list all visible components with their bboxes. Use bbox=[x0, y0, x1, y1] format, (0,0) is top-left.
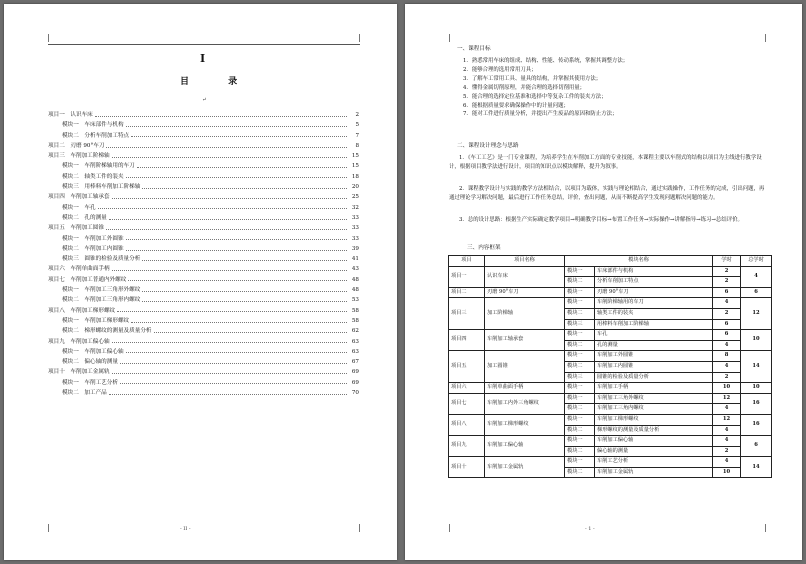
toc-entry-page: 69 bbox=[351, 369, 359, 376]
table-row bbox=[449, 393, 772, 404]
table-of-contents bbox=[48, 110, 359, 398]
module-name-cell: 圆锥的检验及质量分析 bbox=[595, 372, 713, 383]
module-name-cell: 车削加工外圆锥 bbox=[595, 351, 713, 362]
hours-cell: 2 bbox=[713, 446, 741, 457]
toc-entry-page: 48 bbox=[351, 287, 359, 294]
toc-entry-label: 模块二 孔的测量 bbox=[62, 214, 107, 221]
module-name-cell: 偏心轴的测量 bbox=[595, 446, 713, 457]
toc-entry[interactable] bbox=[48, 285, 359, 295]
toc-entry-label: 模块一 车床部件与机构 bbox=[62, 122, 124, 129]
total-hours-cell: 4 bbox=[741, 266, 772, 287]
toc-entry[interactable] bbox=[48, 326, 359, 336]
page-number: - 1 - bbox=[585, 526, 595, 532]
project-cell: 项目八 bbox=[449, 414, 485, 435]
crop-mark bbox=[765, 524, 766, 532]
paragraph: 2．课程教学设计与实践的教学方法相结合，以项目为载体，实践与理论相结合，通过实践操作，工作任务的完成，引出问题，再通过理论学习解决问题，最后进行工作任务总结，评价，查出问题，从而不断提高学生发现问题解决问题的能力。 bbox=[449, 186, 765, 201]
toc-entry-page: 41 bbox=[351, 256, 359, 263]
toc-heading: 目 录 bbox=[180, 77, 256, 87]
total-hours-cell: 6 bbox=[741, 287, 772, 298]
table-row bbox=[449, 414, 772, 425]
toc-leader-dots bbox=[126, 239, 347, 240]
toc-entry-page: 32 bbox=[351, 204, 359, 211]
module-name-cell: 孔的测量 bbox=[595, 340, 713, 351]
document-page-1 bbox=[4, 4, 397, 560]
toc-entry[interactable] bbox=[48, 347, 359, 357]
toc-leader-dots bbox=[109, 394, 347, 395]
toc-entry-page: 20 bbox=[351, 184, 359, 191]
hours-cell: 10 bbox=[713, 383, 741, 394]
project-cell: 项目九 bbox=[449, 436, 485, 457]
hours-cell: 8 bbox=[713, 351, 741, 362]
toc-entry-page: 67 bbox=[351, 359, 359, 366]
project-cell: 项目七 bbox=[449, 393, 485, 414]
module-label-cell: 模块一 bbox=[565, 414, 595, 425]
hours-cell: 6 bbox=[713, 330, 741, 341]
toc-entry-page: 33 bbox=[351, 214, 359, 221]
toc-leader-dots bbox=[112, 342, 347, 343]
toc-leader-dots bbox=[112, 270, 347, 271]
toc-entry-page: 63 bbox=[351, 348, 359, 355]
toc-leader-dots bbox=[142, 301, 347, 302]
toc-entry[interactable] bbox=[48, 234, 359, 244]
header-cell: 项目名称 bbox=[485, 256, 565, 267]
goal-item: 6．能根据质量要求确保操作中的计量问题； bbox=[463, 102, 569, 109]
toc-leader-dots bbox=[106, 229, 347, 230]
module-label-cell: 模块一 bbox=[565, 393, 595, 404]
section-heading: 二、课程设计理念与思路 bbox=[457, 143, 519, 149]
page-number: - II - bbox=[180, 526, 191, 532]
toc-entry[interactable] bbox=[48, 388, 359, 398]
header-cell: 学时 bbox=[713, 256, 741, 267]
toc-entry[interactable] bbox=[48, 141, 359, 151]
toc-entry-page: 58 bbox=[351, 307, 359, 314]
module-name-cell: 轴类工件的装夹 bbox=[595, 308, 713, 319]
toc-entry-page: 70 bbox=[351, 390, 359, 397]
toc-entry[interactable] bbox=[48, 182, 359, 192]
project-name-cell: 车削加工金属轨 bbox=[485, 457, 565, 478]
hours-cell: 12 bbox=[713, 393, 741, 404]
module-name-cell: 用棒料车削加工阶梯轴 bbox=[595, 319, 713, 330]
header-cell: 模块名称 bbox=[565, 256, 713, 267]
hours-cell: 2 bbox=[713, 266, 741, 277]
paragraph: 3．总的设计思路：根据生产实际确定教学项目→明确教学目标→布置工作任务→实际操作→讲解指导→练习→总结评价。 bbox=[459, 217, 743, 223]
table-row bbox=[449, 383, 772, 394]
toc-leader-dots bbox=[137, 167, 347, 168]
goal-item: 7．能对工件进行质量分析，并提出产生废品的原因和防止方法； bbox=[463, 111, 618, 118]
module-label-cell: 模块一 bbox=[565, 266, 595, 277]
hours-cell: 4 bbox=[713, 340, 741, 351]
toc-leader-dots bbox=[126, 352, 347, 353]
toc-leader-dots bbox=[120, 383, 347, 384]
goal-item: 5．能合理的选择定位基准和选择中等复杂工件的装夹方法； bbox=[463, 93, 607, 100]
project-cell: 项目十 bbox=[449, 457, 485, 478]
toc-leader-dots bbox=[131, 136, 347, 137]
toc-leader-dots bbox=[117, 311, 347, 312]
project-cell: 项目二 bbox=[449, 287, 485, 298]
toc-entry-label: 模块一 车削加工偏心轴 bbox=[62, 348, 124, 355]
toc-leader-dots bbox=[106, 147, 347, 148]
toc-entry-page: 39 bbox=[351, 245, 359, 252]
table-row bbox=[449, 266, 772, 277]
project-cell: 项目一 bbox=[449, 266, 485, 287]
paragraph-mark: ↵ bbox=[202, 97, 207, 103]
toc-entry-label: 项目三 车削加工阶梯轴 bbox=[48, 153, 110, 160]
module-name-cell: 车削加工金属轨 bbox=[595, 467, 713, 478]
toc-entry-label: 模块二 梯形螺纹的测量及质量分析 bbox=[62, 328, 152, 335]
crop-mark bbox=[359, 34, 360, 42]
toc-entry[interactable] bbox=[48, 316, 359, 326]
toc-entry[interactable] bbox=[48, 306, 359, 316]
toc-entry-label: 模块二 加工产品 bbox=[62, 390, 107, 397]
module-label-cell: 模块二 bbox=[565, 340, 595, 351]
module-name-cell: 车床部件与机构 bbox=[595, 266, 713, 277]
toc-entry-label: 模块三 用棒料车削加工阶梯轴 bbox=[62, 184, 141, 191]
toc-entry-page: 18 bbox=[351, 173, 359, 180]
module-label-cell: 模块二 bbox=[565, 446, 595, 457]
project-cell: 项目五 bbox=[449, 351, 485, 383]
table-row bbox=[449, 351, 772, 362]
goals-list bbox=[463, 57, 783, 119]
project-name-cell: 认识车床 bbox=[485, 266, 565, 287]
toc-entry-page: 63 bbox=[351, 338, 359, 345]
toc-leader-dots bbox=[142, 188, 347, 189]
toc-entry-label: 模块三 圆锥的检验及质量分析 bbox=[62, 256, 141, 263]
project-cell: 项目六 bbox=[449, 383, 485, 394]
module-name-cell: 车孔 bbox=[595, 330, 713, 341]
module-name-cell: 车削加工内圆锥 bbox=[595, 361, 713, 372]
toc-entry-label: 项目九 车削加工偏心轴 bbox=[48, 338, 110, 345]
toc-entry-page: 58 bbox=[351, 317, 359, 324]
toc-entry-page: 69 bbox=[351, 379, 359, 386]
module-label-cell: 模块三 bbox=[565, 319, 595, 330]
toc-entry-label: 模块二 分析车削加工特点 bbox=[62, 132, 130, 139]
toc-entry[interactable] bbox=[48, 264, 359, 274]
hours-cell: 4 bbox=[713, 361, 741, 372]
total-hours-cell: 10 bbox=[741, 383, 772, 394]
module-label-cell: 模块一 bbox=[565, 351, 595, 362]
hours-cell: 2 bbox=[713, 372, 741, 383]
toc-leader-dots bbox=[126, 126, 347, 127]
section-heading: 三、内容框架 bbox=[467, 245, 501, 251]
hours-cell: 4 bbox=[713, 404, 741, 415]
goal-item: 4．懂得金属切削原理，并能合理的选择切削用量； bbox=[463, 84, 586, 91]
toc-entry-label: 模块一 车削加工三角形外螺纹 bbox=[62, 287, 141, 294]
module-label-cell: 模块二 bbox=[565, 361, 595, 372]
document-page-2 bbox=[405, 4, 802, 560]
toc-entry-page: 25 bbox=[351, 194, 359, 201]
toc-entry-label: 模块一 车削加工外圆锥 bbox=[62, 235, 124, 242]
total-hours-cell: 6 bbox=[741, 436, 772, 457]
toc-entry-page: 15 bbox=[351, 153, 359, 160]
toc-entry-label: 模块一 车削阶梯轴用的车刀 bbox=[62, 163, 135, 170]
toc-entry-page: 5 bbox=[355, 122, 359, 129]
toc-leader-dots bbox=[112, 198, 347, 199]
crop-mark bbox=[765, 34, 766, 42]
toc-entry[interactable] bbox=[48, 254, 359, 264]
toc-entry[interactable] bbox=[48, 367, 359, 377]
hours-cell: 10 bbox=[713, 467, 741, 478]
project-name-cell: 车削单曲面手柄 bbox=[485, 383, 565, 394]
toc-entry[interactable] bbox=[48, 357, 359, 367]
toc-entry-label: 模块一 车削工艺分析 bbox=[62, 379, 118, 386]
toc-leader-dots bbox=[154, 332, 347, 333]
toc-entry-page: 53 bbox=[351, 297, 359, 304]
goal-item: 2．能够合理的选用常用刀具； bbox=[463, 66, 537, 73]
section-heading: 一、课程目标 bbox=[457, 46, 491, 52]
toc-entry-page: 8 bbox=[355, 142, 359, 149]
hours-cell: 4 bbox=[713, 457, 741, 468]
goal-item: 1．熟悉常用车床的组成、结构、性能、传动系统，掌握其调整方法； bbox=[463, 58, 629, 64]
total-hours-cell: 14 bbox=[741, 351, 772, 383]
module-label-cell: 模块一 bbox=[565, 457, 595, 468]
crop-mark bbox=[449, 34, 450, 42]
hours-cell: 4 bbox=[713, 425, 741, 436]
toc-leader-dots bbox=[128, 280, 347, 281]
toc-entry-page: 7 bbox=[355, 132, 359, 139]
hours-cell: 12 bbox=[713, 414, 741, 425]
section-mark: I bbox=[200, 52, 206, 65]
toc-entry-page: 15 bbox=[351, 163, 359, 170]
toc-entry-label: 项目十 车削加工金属轨 bbox=[48, 369, 110, 376]
toc-entry-label: 模块二 车削加工三角形内螺纹 bbox=[62, 297, 141, 304]
module-label-cell: 模块一 bbox=[565, 287, 595, 298]
hours-cell: 6 bbox=[713, 287, 741, 298]
toc-leader-dots bbox=[126, 250, 347, 251]
toc-entry-label: 项目二 刃磨 90°车刀 bbox=[48, 142, 105, 149]
table-header-row bbox=[449, 256, 772, 267]
toc-entry[interactable] bbox=[48, 110, 359, 120]
module-name-cell: 梯形螺纹的测量及质量分析 bbox=[595, 425, 713, 436]
module-name-cell: 车削阶梯轴用的车刀 bbox=[595, 298, 713, 309]
hours-cell: 4 bbox=[713, 298, 741, 309]
toc-leader-dots bbox=[112, 373, 347, 374]
module-name-cell: 车削加工梯形螺纹 bbox=[595, 414, 713, 425]
goal-item: 3．了解车工常用工具、量具的结构，并掌握其使用方法； bbox=[463, 75, 602, 82]
toc-entry[interactable] bbox=[48, 244, 359, 254]
table-row bbox=[449, 298, 772, 309]
module-label-cell: 模块一 bbox=[565, 298, 595, 309]
toc-entry-label: 模块二 轴类工件的装夹 bbox=[62, 173, 124, 180]
module-name-cell: 车削工艺分析 bbox=[595, 457, 713, 468]
toc-entry[interactable] bbox=[48, 275, 359, 285]
toc-entry[interactable] bbox=[48, 378, 359, 388]
toc-leader-dots bbox=[109, 219, 347, 220]
toc-entry-page: 33 bbox=[351, 235, 359, 242]
toc-entry-label: 模块二 车削加工内圆锥 bbox=[62, 245, 124, 252]
crop-mark bbox=[449, 524, 450, 532]
project-name-cell: 车削加工轴承套 bbox=[485, 330, 565, 351]
hours-cell: 2 bbox=[713, 308, 741, 319]
toc-entry-label: 模块二 偏心轴的测量 bbox=[62, 359, 118, 366]
toc-entry-label: 项目五 车削加工圆锥 bbox=[48, 225, 104, 232]
toc-entry[interactable] bbox=[48, 161, 359, 171]
table-row bbox=[449, 287, 772, 298]
crop-mark bbox=[359, 524, 360, 532]
toc-entry[interactable] bbox=[48, 172, 359, 182]
hours-cell: 2 bbox=[713, 277, 741, 288]
module-label-cell: 模块一 bbox=[565, 436, 595, 447]
total-hours-cell: 10 bbox=[741, 330, 772, 351]
total-hours-cell: 12 bbox=[741, 298, 772, 330]
module-name-cell: 车削加工三角外螺纹 bbox=[595, 393, 713, 404]
project-name-cell: 刃磨 90°车刀 bbox=[485, 287, 565, 298]
toc-leader-dots bbox=[142, 291, 347, 292]
toc-entry[interactable] bbox=[48, 192, 359, 202]
toc-entry[interactable] bbox=[48, 203, 359, 213]
hours-cell: 4 bbox=[713, 436, 741, 447]
toc-entry[interactable] bbox=[48, 337, 359, 347]
paragraph: 1．《车工工艺》是一门专业课程，为培养学生在车削加工方面的专业技能，本课程主要以车削式的结构以项目为主线进行教学设计，根据项目教学法进行设计，项目的知识点以模块解释，提升为叙事。 bbox=[449, 155, 762, 170]
project-name-cell: 车削加工内外三角螺纹 bbox=[485, 393, 565, 414]
toc-entry[interactable] bbox=[48, 120, 359, 130]
toc-leader-dots bbox=[98, 208, 347, 209]
toc-entry-page: 33 bbox=[351, 225, 359, 232]
module-label-cell: 模块二 bbox=[565, 308, 595, 319]
module-label-cell: 模块三 bbox=[565, 372, 595, 383]
toc-entry[interactable] bbox=[48, 213, 359, 223]
toc-leader-dots bbox=[142, 260, 347, 261]
hours-cell: 6 bbox=[713, 319, 741, 330]
module-name-cell: 车削加工三角内螺纹 bbox=[595, 404, 713, 415]
toc-entry[interactable] bbox=[48, 131, 359, 141]
header-cell: 项目 bbox=[449, 256, 485, 267]
total-hours-cell: 16 bbox=[741, 414, 772, 435]
project-cell: 项目三 bbox=[449, 298, 485, 330]
module-label-cell: 模块一 bbox=[565, 383, 595, 394]
project-name-cell: 车削加工梯形螺纹 bbox=[485, 414, 565, 435]
toc-leader-dots bbox=[120, 363, 347, 364]
table-row bbox=[449, 457, 772, 468]
toc-leader-dots bbox=[95, 116, 347, 117]
toc-entry[interactable] bbox=[48, 295, 359, 305]
toc-entry-label: 项目四 车削加工轴承套 bbox=[48, 194, 110, 201]
toc-leader-dots bbox=[112, 157, 347, 158]
module-label-cell: 模块二 bbox=[565, 277, 595, 288]
toc-entry-label: 项目八 车削加工梯形螺纹 bbox=[48, 307, 116, 314]
toc-entry-page: 62 bbox=[351, 328, 359, 335]
module-label-cell: 模块二 bbox=[565, 425, 595, 436]
content-table bbox=[448, 255, 772, 478]
toc-entry[interactable] bbox=[48, 223, 359, 233]
module-label-cell: 模块二 bbox=[565, 404, 595, 415]
crop-mark bbox=[48, 34, 49, 42]
project-cell: 项目四 bbox=[449, 330, 485, 351]
project-name-cell: 加工圆锥 bbox=[485, 351, 565, 383]
table-row bbox=[449, 330, 772, 341]
module-name-cell: 分析车削加工特点 bbox=[595, 277, 713, 288]
crop-mark bbox=[48, 524, 49, 532]
toc-entry-page: 48 bbox=[351, 276, 359, 283]
module-label-cell: 模块二 bbox=[565, 467, 595, 478]
toc-entry-label: 模块一 车削加工梯形螺纹 bbox=[62, 317, 130, 324]
module-name-cell: 车削加工偏心轴 bbox=[595, 436, 713, 447]
table-row bbox=[449, 436, 772, 447]
module-name-cell: 刃磨 90°车刀 bbox=[595, 287, 713, 298]
total-hours-cell: 14 bbox=[741, 457, 772, 478]
toc-entry-label: 项目七 车削加工普通内外螺纹 bbox=[48, 276, 127, 283]
toc-leader-dots bbox=[131, 322, 347, 323]
project-name-cell: 加工阶梯轴 bbox=[485, 298, 565, 330]
module-name-cell: 车削加工手柄 bbox=[595, 383, 713, 394]
toc-entry-label: 项目六 车削单曲面手柄 bbox=[48, 266, 110, 273]
header-line bbox=[48, 44, 360, 45]
toc-leader-dots bbox=[126, 177, 347, 178]
module-label-cell: 模块一 bbox=[565, 330, 595, 341]
total-hours-cell: 16 bbox=[741, 393, 772, 414]
toc-entry[interactable] bbox=[48, 151, 359, 161]
toc-entry-label: 模块一 车孔 bbox=[62, 204, 96, 211]
toc-entry-page: 2 bbox=[355, 112, 359, 118]
header-cell: 总学时 bbox=[741, 256, 772, 267]
project-name-cell: 车削加工偏心轴 bbox=[485, 436, 565, 457]
toc-entry-page: 43 bbox=[351, 266, 359, 273]
toc-entry-label: 项目一 认识车床 bbox=[48, 112, 93, 118]
